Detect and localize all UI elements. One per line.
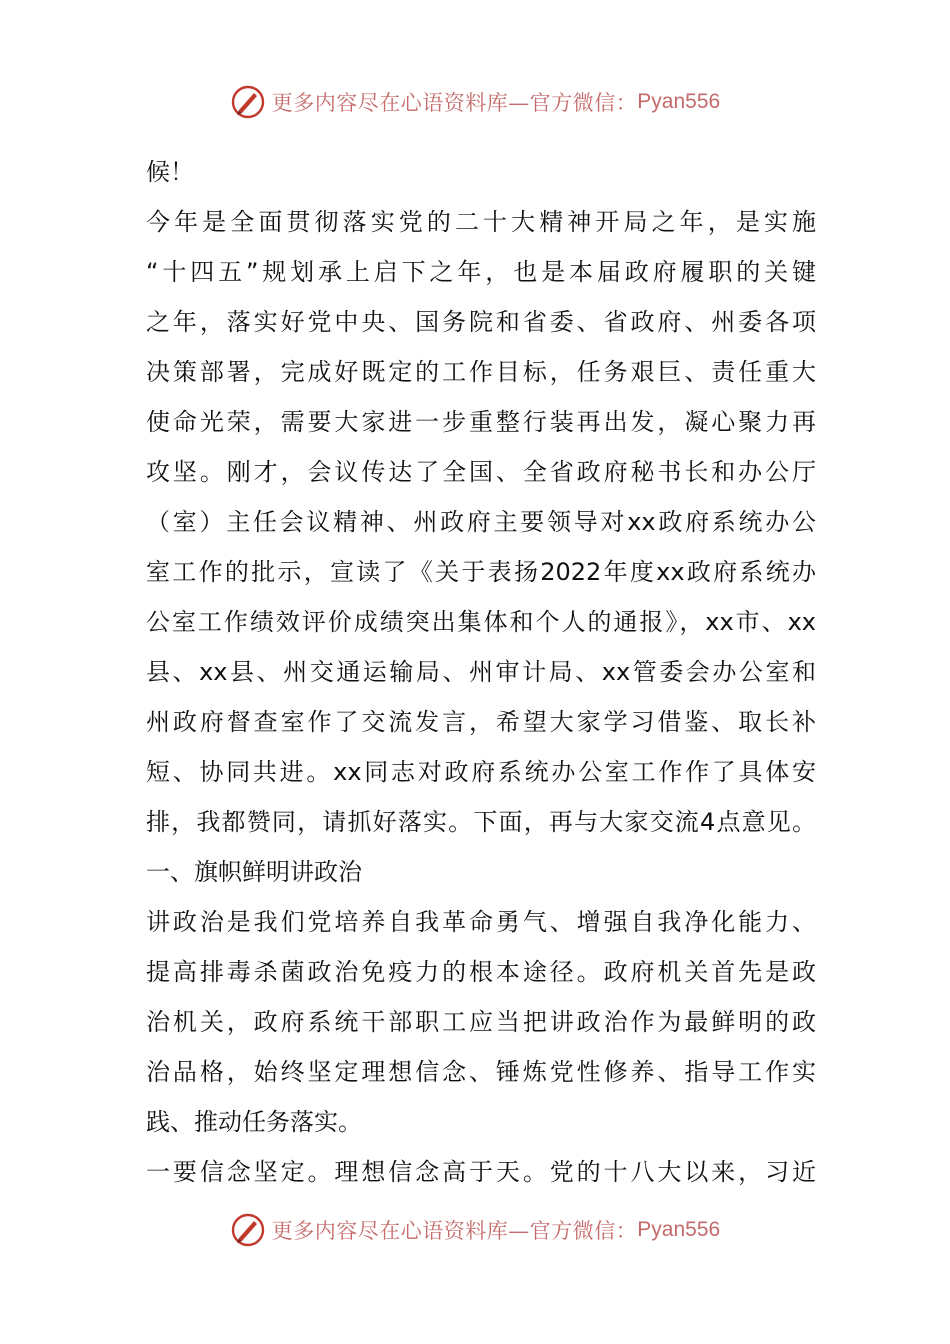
text-line: 践、推动任务落实。 [146,1108,362,1136]
document-body [146,147,816,1197]
text-line: （室）主任会议精神、州政府主要领导对xx政府系统办公 [146,508,816,536]
header-banner [0,80,950,124]
footer-wechat-id: Pyan556 [637,1218,721,1241]
header-wechat-id: Pyan556 [637,90,721,113]
text-line: 提高排毒杀菌政治免疫力的根本途径。政府机关首先是政 [146,958,816,986]
text-line: 公室工作绩效评价成绩突出集体和个人的通报》，xx市、xx [146,608,816,636]
text-line: 县、xx县、州交通运输局、州审计局、xx管委会办公室和 [146,658,816,686]
text-line: 攻坚。刚才，会议传达了全国、全省政府秘书长和办公厅 [146,458,816,486]
pen-circle-logo-icon [230,1212,266,1248]
header-brand-text: 更多内容尽在心语资料库—官方微信： [271,91,638,115]
text-line: 室工作的批示，宣读了《关于表扬2022年度xx政府系统办 [146,558,816,586]
text-line: 候！ [146,158,194,186]
footer-brand-text: 更多内容尽在心语资料库—官方微信： [271,1219,638,1243]
text-line: 一要信念坚定。理想信念高于天。党的十八大以来，习近 [146,1158,816,1186]
text-line: 州政府督查室作了交流发言，希望大家学习借鉴、取长补 [146,708,816,736]
text-line: 今年是全面贯彻落实党的二十大精神开局之年，是实施 [146,208,816,236]
text-line: 治机关，政府系统干部职工应当把讲政治作为最鲜明的政 [146,1008,816,1036]
text-line: 使命光荣，需要大家进一步重整行装再出发，凝心聚力再 [146,408,816,436]
section-heading: 一、旗帜鲜明讲政治 [146,858,362,886]
text-line: “十四五”规划承上启下之年，也是本届政府履职的关键 [146,258,816,286]
text-line: 讲政治是我们党培养自我革命勇气、增强自我净化能力、 [146,908,816,936]
text-line: 治品格，始终坚定理想信念、锤炼党性修养、指导工作实 [146,1058,816,1086]
pen-circle-logo-icon [230,84,266,120]
text-line: 决策部署，完成好既定的工作目标，任务艰巨、责任重大 [146,358,816,386]
text-line: 短、协同共进。xx同志对政府系统办公室工作作了具体安 [146,758,816,786]
footer-banner [0,1208,950,1252]
text-line: 之年，落实好党中央、国务院和省委、省政府、州委各项 [146,308,816,336]
text-line: 排，我都赞同，请抓好落实。下面，再与大家交流4点意见。 [146,808,816,836]
